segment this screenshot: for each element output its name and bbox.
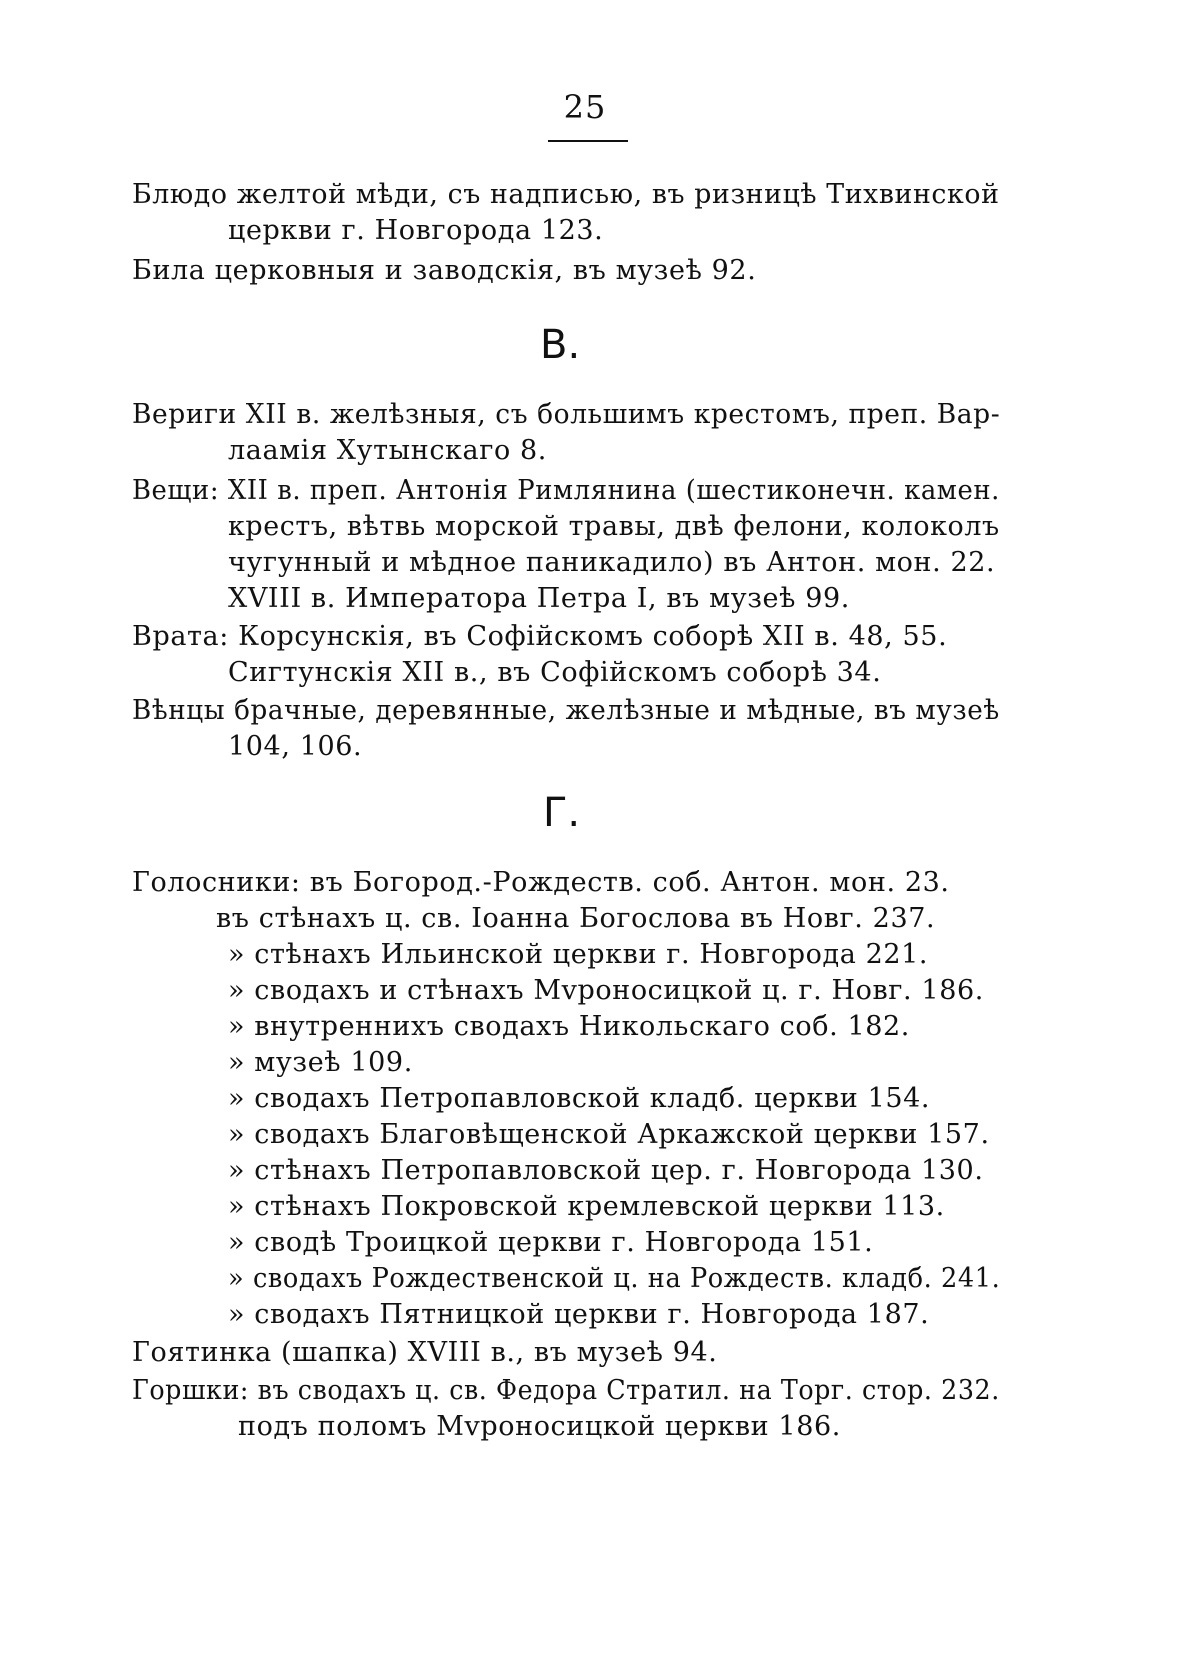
index-entry-line: Сигтунскія XII в., въ Софійскомъ соборѣ 34.: [228, 657, 882, 688]
index-entry-line: лаамія Хутынскаго 8.: [228, 435, 547, 466]
index-entry-line: чугунный и мѣдное паникадило) въ Антон. мон. 22.: [228, 547, 996, 578]
index-entry-line: Гоятинка (шапка) XVIII в., въ музеѣ 94.: [132, 1337, 718, 1368]
index-entry-line: » сводахъ и стѣнахъ Мvроносицкой ц. г. Новг. 186.: [228, 975, 984, 1006]
index-entry-line: церкви г. Новгорода 123.: [228, 215, 604, 246]
index-entry-line: подъ поломъ Мvроносицкой церкви 186.: [238, 1411, 841, 1442]
page-number-underline: [548, 140, 628, 142]
index-entry-line: » стѣнахъ Петропавловской цер. г. Новгорода 130.: [228, 1155, 984, 1186]
index-entry-line: Вещи: XII в. преп. Антонія Римлянина (шестиконечн. камен.: [132, 475, 1000, 506]
index-entry-line: Горшки: въ сводахъ ц. св. Федора Стратил. на Торг. стор. 232.: [132, 1375, 1000, 1406]
index-entry-line: » музеѣ 109.: [228, 1047, 413, 1078]
index-entry-line: » внутреннихъ сводахъ Никольскаго соб. 182.: [228, 1011, 910, 1042]
page-number: 25: [563, 88, 607, 126]
index-entry-line: » сводахъ Рождественской ц. на Рождеств. кладб. 241.: [228, 1263, 1001, 1294]
index-entry-line: 104, 106.: [228, 731, 363, 762]
index-entry-line: Била церковныя и заводскія, въ музеѣ 92.: [132, 255, 757, 286]
index-entry-line: » стѣнахъ Ильинской церкви г. Новгорода 221.: [228, 939, 929, 970]
index-entry-line: » сводахъ Пятницкой церкви г. Новгорода 187.: [228, 1299, 930, 1330]
section-letter-g: Г.: [543, 790, 581, 836]
index-entry-line: Вѣнцы брачные, деревянные, желѣзные и мѣдные, въ музеѣ: [132, 695, 1000, 726]
index-entry-line: Голосники: въ Богород.-Рождеств. соб. Антон. мон. 23.: [132, 867, 950, 898]
index-entry-line: Врата: Корсунскія, въ Софійскомъ соборѣ XII в. 48, 55.: [132, 621, 948, 652]
index-entry-line: крестъ, вѣтвь морской травы, двѣ фелони, колоколъ: [228, 511, 1000, 542]
section-letter-v: В.: [540, 322, 581, 368]
index-entry-line: » стѣнахъ Покровской кремлевской церкви 113.: [228, 1191, 945, 1222]
index-entry-line: » сводахъ Благовѣщенской Аркажской церкви 157.: [228, 1119, 990, 1150]
index-entry-line: » сводѣ Троицкой церкви г. Новгорода 151.: [228, 1227, 874, 1258]
index-entry-line: Вериги XII в. желѣзныя, съ большимъ крестомъ, преп. Вар-: [132, 399, 1001, 430]
index-entry-line: XVIII в. Императора Петра I, въ музеѣ 99.: [228, 583, 850, 614]
index-entry-line: Блюдо желтой мѣди, съ надписью, въ ризницѣ Тихвинской: [132, 179, 1000, 210]
index-entry-line: » сводахъ Петропавловской кладб. церкви 154.: [228, 1083, 931, 1114]
index-entry-line: въ стѣнахъ ц. св. Іоанна Богослова въ Новг. 237.: [216, 903, 936, 934]
